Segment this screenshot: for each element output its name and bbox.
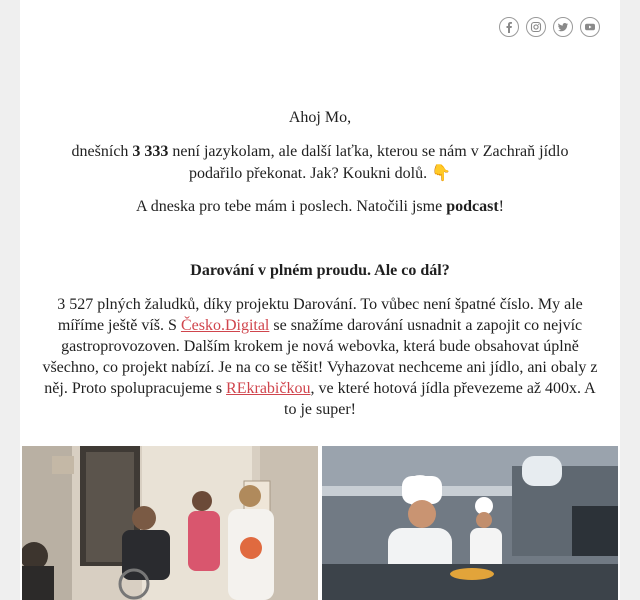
podcast-text-after: ! [498, 198, 504, 215]
facebook-icon[interactable] [499, 17, 519, 37]
podcast-text-before: A dneska pro tebe mám i poslech. Natočili jsme [136, 198, 447, 215]
intro-text-before: dnešních [71, 143, 133, 160]
intro-text-after: není jazykolam, ale další laťka, kterou se nám v Zachraň jídlo podařilo překonat. Jak? Koukni dolů. 👇 [168, 143, 569, 182]
instagram-icon[interactable] [526, 17, 546, 37]
section-text-3: , ve které hotová jídla převezeme až 400x. A to je super! [284, 380, 596, 418]
email-body [20, 0, 620, 600]
intro-paragraph [60, 141, 580, 185]
rekrabicka-link[interactable]: REkrabičkou [226, 380, 311, 397]
greeting: Ahoj Mo, [288, 109, 352, 126]
section-body [42, 294, 598, 420]
social-links [499, 17, 600, 37]
cesko-digital-link[interactable]: Česko.Digital [180, 317, 270, 334]
intro-count: 3 333 [132, 143, 169, 160]
podcast-paragraph [60, 196, 580, 218]
section-text-2: se snažíme darování usnadnit a zapojit co nejvíc gastroprovozoven. Dalším krokem je nová webovka, která bude obsahovat úplně všechno, co projekt nabízí. Je na co se těšit! Vyhazovat nechceme ani jídlo, ani obaly z něj. Proto spolupracujeme s [42, 317, 598, 397]
photo-donation-volunteers [22, 446, 318, 600]
section-heading: Darování v plném proudu. Ale co dál? [190, 262, 450, 279]
section-text-1: 3 527 plných žaludků, díky projektu Darování. To vůbec není špatné číslo. My ale míříme ještě víš. S [57, 296, 583, 334]
twitter-icon[interactable] [553, 17, 573, 37]
photo-kitchen-chefs [322, 446, 618, 600]
youtube-icon[interactable] [580, 17, 600, 37]
podcast-bold: podcast [446, 198, 499, 215]
